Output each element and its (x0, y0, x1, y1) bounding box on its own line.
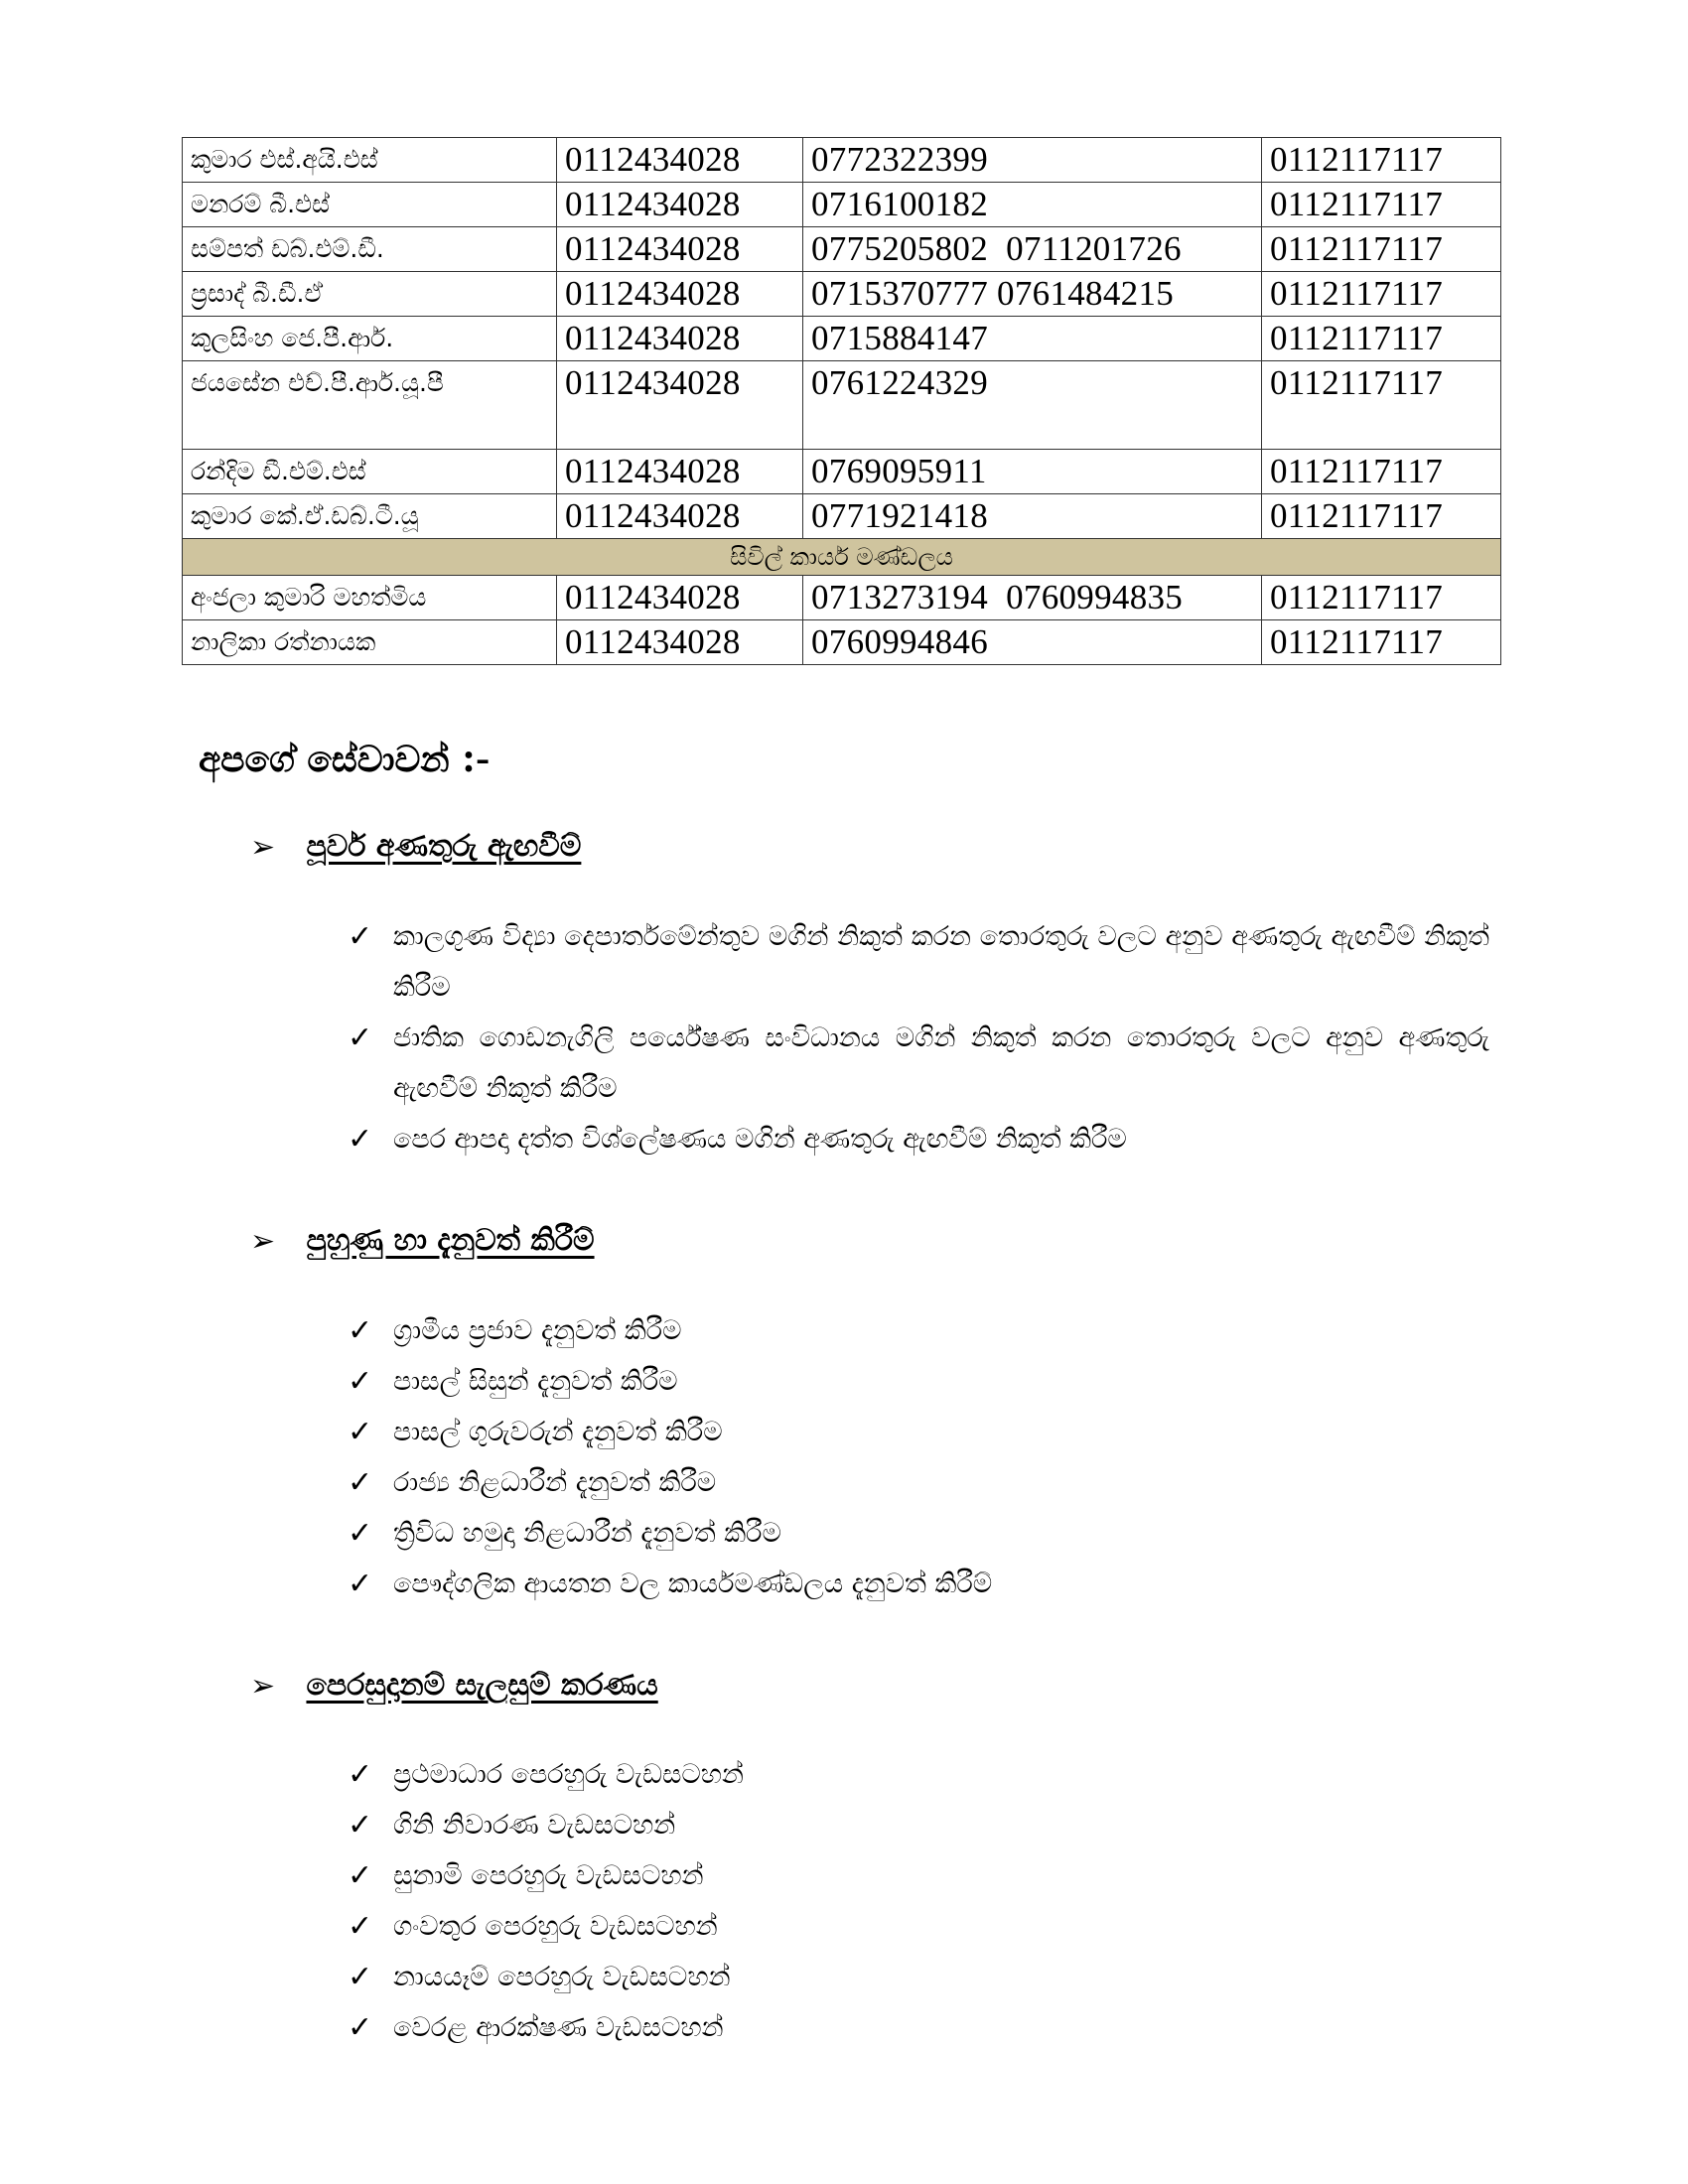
table-row (183, 272, 1501, 317)
contact-name: ප්‍රසාද් බී.ඩී.ඒ (183, 272, 557, 317)
list-item-text: පෙර ආපදා දත්ත විශ්ලේෂණය මගින් අණතුරු ඇඟවීම් නිකුත් කිරීම (393, 1124, 1127, 1155)
office-phone: 0112434028 (557, 576, 803, 620)
office-phone: 0112434028 (557, 450, 803, 494)
table-row (183, 183, 1501, 227)
list-item-text: ගිනි නිවාරණ වැඩසටහන් (393, 1810, 676, 1841)
contact-name: නාලිකා රත්නායක (183, 620, 557, 665)
table-row (183, 450, 1501, 494)
list-item-text: පෞද්ගලික ආයතන වල කාර්යමණ්ඩලය දැනුවත් කිරීම් (393, 1569, 993, 1599)
fax-number: 0112117117 (1262, 272, 1501, 317)
table-row (183, 620, 1501, 665)
list-item-text: ගංවතුර පෙරහුරු වැඩසටහන් (393, 1911, 718, 1942)
list-item-text: ග්‍රාමීය ප්‍රජාව දැනුවත් කිරීම (393, 1315, 682, 1346)
checkmark-icon: ✓ (348, 1516, 373, 1551)
contact-name: අංජලා කුමාරි මහත්මිය (183, 576, 557, 620)
contact-name: කුමාර කේ.ඒ.ඩබ්.ටී.යූ (183, 494, 557, 539)
table-row (183, 361, 1501, 450)
fax-number: 0112117117 (1262, 576, 1501, 620)
list-item-text: ජාතික ගොඩනැගිලි පර්යේෂණ සංවිධානය මගින් නිකුත් කරන තොරතුරු වලට අනුව අණතුරු ඇඟවීම් නිකුත් කිරීම (393, 1023, 1489, 1104)
checkmark-icon: ✓ (348, 1313, 373, 1348)
arrow-bullet-icon: ➢ (250, 1224, 276, 1259)
list-item (348, 1305, 1489, 1356)
list-item (348, 1749, 1489, 1800)
services-title (199, 735, 490, 782)
list-item (348, 1407, 1489, 1457)
checkmark-icon: ✓ (348, 1909, 373, 1944)
office-phone: 0112434028 (557, 317, 803, 361)
list-item-text: පාසල් සිසුන් දැනුවත් කිරීම (393, 1366, 678, 1397)
list-item-text: පාසල් ගුරුවරුන් දැනුවත් කිරීම (393, 1417, 723, 1447)
list-item-text: කාලගුණ විද්‍යා දෙපාර්තමේන්තුව මගින් නිකුත් කරන තොරතුරු වලට අනුව අණතුරු ඇඟවීම් නිකුත් කිරීම (393, 921, 1489, 1003)
office-phone: 0112434028 (557, 272, 803, 317)
list-item (348, 1901, 1489, 1952)
arrow-bullet-icon: ➢ (250, 1669, 276, 1704)
mobile-phone: 0769095911 (803, 450, 1262, 494)
mobile-phone: 0772322399 (803, 138, 1262, 183)
section-row (183, 539, 1501, 576)
list-item (348, 1114, 1489, 1164)
checkmark-icon: ✓ (348, 1465, 373, 1500)
fax-number: 0112117117 (1262, 138, 1501, 183)
list-item-text: රාජ්‍ය නිළධාරීන් දැනුවත් කිරීම (393, 1467, 717, 1498)
group-heading-preparedness (250, 1668, 658, 1704)
list-item (348, 1457, 1489, 1508)
list-item-text: වෙරළ ආරක්ෂණ වැඩසටහන් (393, 2012, 724, 2043)
fax-number: 0112117117 (1262, 450, 1501, 494)
fax-number: 0112117117 (1262, 361, 1501, 450)
checkmark-icon: ✓ (348, 1858, 373, 1893)
list-item (348, 1800, 1489, 1850)
table-row (183, 494, 1501, 539)
office-phone: 0112434028 (557, 227, 803, 272)
fax-number: 0112117117 (1262, 317, 1501, 361)
checkmark-icon: ✓ (348, 1757, 373, 1792)
checkmark-icon: ✓ (348, 1122, 373, 1157)
table-row (183, 576, 1501, 620)
office-phone: 0112434028 (557, 494, 803, 539)
list-item (348, 1013, 1489, 1114)
contacts-table (182, 137, 1501, 665)
list-item-text: ප්‍රථමාධාර පෙරහුරු වැඩසටහන් (393, 1759, 744, 1790)
checkmark-icon: ✓ (348, 1415, 373, 1449)
arrow-bullet-icon: ➢ (250, 830, 276, 865)
contact-name: කුලසිංහ ජෙ.පී.ආර්. (183, 317, 557, 361)
group-heading-text: පෙරසුදානම් සැලසුම් කරණය (306, 1668, 658, 1703)
checkmark-icon: ✓ (348, 1021, 373, 1055)
mobile-phone: 0713273194 0760994835 (803, 576, 1262, 620)
checkmark-icon: ✓ (348, 1808, 373, 1843)
list-item-text: නායයෑම් පෙරහුරු වැඩසටහන් (393, 1962, 731, 1992)
fax-number: 0112117117 (1262, 183, 1501, 227)
list-item (348, 1850, 1489, 1901)
mobile-phone: 0771921418 (803, 494, 1262, 539)
training-list (348, 1305, 1489, 1609)
checkmark-icon: ✓ (348, 2010, 373, 2045)
table-row (183, 227, 1501, 272)
section-label: සිවිල් කාර්ය මණ්ඩලය (183, 539, 1501, 576)
list-item (348, 1356, 1489, 1407)
contact-name: ජයසේන එච්.පී.ආර්.යූ.පී (183, 361, 557, 450)
mobile-phone: 0760994846 (803, 620, 1262, 665)
office-phone: 0112434028 (557, 138, 803, 183)
list-item (348, 1559, 1489, 1609)
contact-name: සම්පත් ඩබ්.එම්.ඩී. (183, 227, 557, 272)
list-item (348, 1508, 1489, 1559)
group-heading-text: පූර්ව අණතුරු ඇඟවීම් (306, 829, 582, 864)
office-phone: 0112434028 (557, 183, 803, 227)
group-heading-text: පුහුණු හා දැනුවත් කිරීම් (306, 1223, 595, 1258)
services-title-text: අපගේ සේවාවන් (199, 740, 450, 780)
table-row (183, 317, 1501, 361)
contact-name: මනරම් බී.එස් (183, 183, 557, 227)
list-item-text: සුනාමි පෙරහුරු වැඩසටහන් (393, 1860, 704, 1891)
list-item-text: ත්‍රිවිධ හමුදා නිළධාරීන් දැනුවත් කිරීම (393, 1518, 781, 1549)
fax-number: 0112117117 (1262, 620, 1501, 665)
mobile-phone: 0715884147 (803, 317, 1262, 361)
checkmark-icon: ✓ (348, 1960, 373, 1994)
office-phone: 0112434028 (557, 620, 803, 665)
mobile-phone: 0716100182 (803, 183, 1262, 227)
checkmark-icon: ✓ (348, 1567, 373, 1601)
list-item (348, 911, 1489, 1013)
list-item (348, 1952, 1489, 2002)
contact-name: කුමාර එස්.අයි.එස් (183, 138, 557, 183)
list-item (348, 2002, 1489, 2053)
services-title-suffix: :- (462, 736, 491, 781)
table-row (183, 138, 1501, 183)
preparedness-list (348, 1749, 1489, 2053)
early-warning-list (348, 911, 1489, 1164)
office-phone: 0112434028 (557, 361, 803, 450)
contact-name: රන්දිම ඩී.එම්.එස් (183, 450, 557, 494)
fax-number: 0112117117 (1262, 494, 1501, 539)
mobile-phone: 0761224329 (803, 361, 1262, 450)
group-heading-early-warning (250, 829, 581, 865)
fax-number: 0112117117 (1262, 227, 1501, 272)
group-heading-training (250, 1223, 595, 1259)
checkmark-icon: ✓ (348, 919, 373, 954)
mobile-phone: 0775205802 0711201726 (803, 227, 1262, 272)
mobile-phone: 0715370777 0761484215 (803, 272, 1262, 317)
checkmark-icon: ✓ (348, 1364, 373, 1399)
